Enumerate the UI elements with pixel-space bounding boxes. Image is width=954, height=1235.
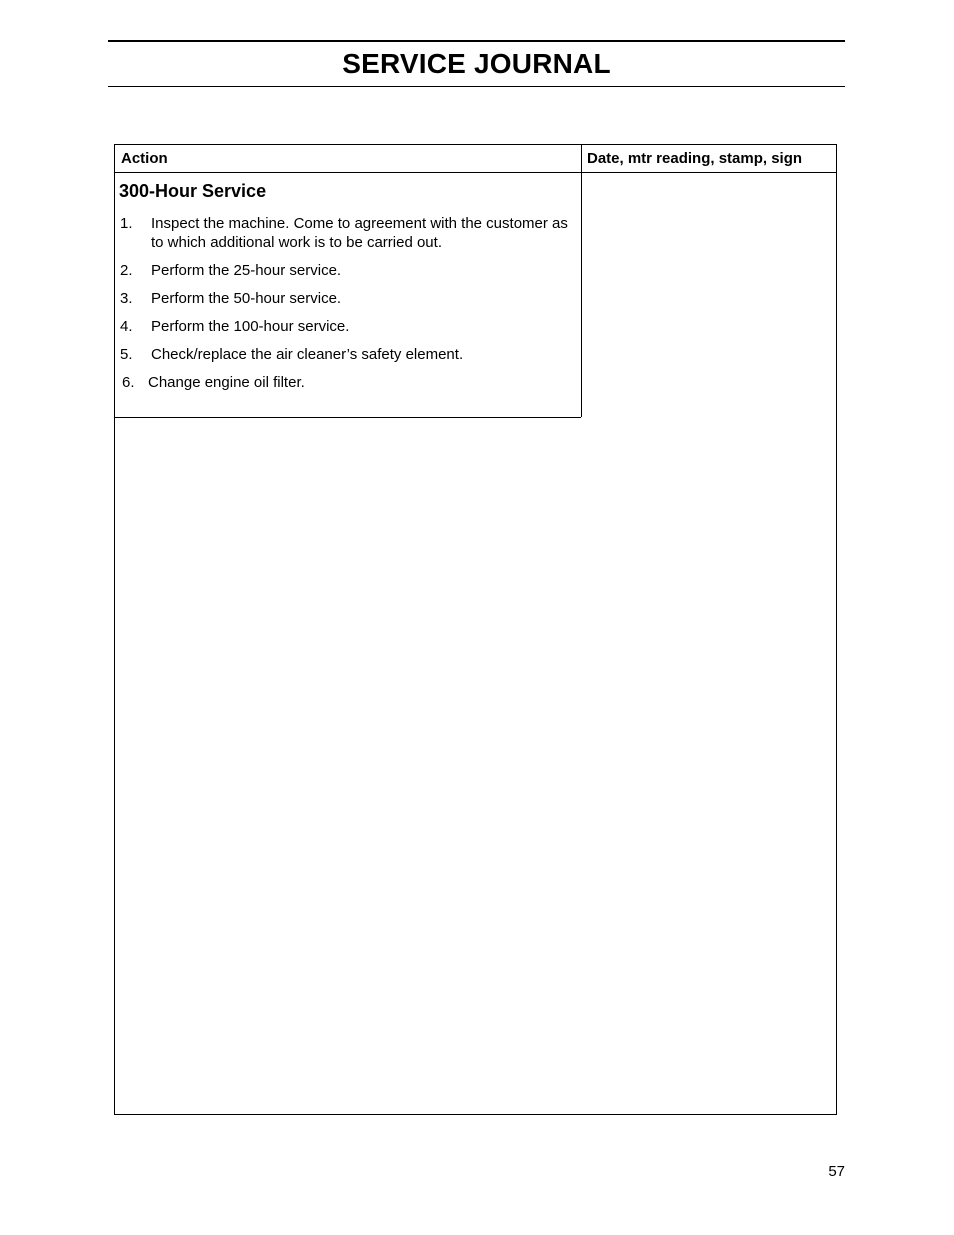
step-item xyxy=(115,373,581,392)
step-number: 5. xyxy=(120,346,133,363)
step-text: Check/replace the air cleaner’s safety element. xyxy=(151,346,464,363)
step-number: 6. xyxy=(122,374,135,391)
step-text: Perform the 100-hour service. xyxy=(151,318,350,335)
step-item xyxy=(115,317,581,336)
title-rule-top xyxy=(108,40,845,42)
step-item xyxy=(115,345,581,364)
section-title: 300-Hour Service xyxy=(119,181,267,201)
step-number: 4. xyxy=(120,318,133,335)
page-title: SERVICE JOURNAL xyxy=(342,48,611,79)
header-date-reading-stamp-sign: Date, mtr reading, stamp, sign xyxy=(587,150,803,167)
title-rule-bottom xyxy=(108,86,845,87)
table-header-row xyxy=(115,145,836,173)
page-number: 57 xyxy=(828,1163,845,1180)
step-text: Perform the 50-hour service. xyxy=(151,290,342,307)
step-number: 3. xyxy=(120,290,133,307)
service-journal-table xyxy=(114,144,837,1115)
action-cell-300-hour xyxy=(115,173,581,418)
header-action: Action xyxy=(121,150,168,167)
step-text: Change engine oil filter. xyxy=(148,374,305,391)
step-item xyxy=(115,214,581,252)
step-number: 1. xyxy=(120,215,133,232)
step-text: Inspect the machine. Come to agreement with the customer as to which additional work is to be carried out. xyxy=(151,215,568,251)
step-number: 2. xyxy=(120,262,133,279)
service-steps-list xyxy=(115,214,581,401)
step-item xyxy=(115,289,581,308)
column-divider xyxy=(581,145,582,417)
step-item xyxy=(115,261,581,280)
step-text: Perform the 25-hour service. xyxy=(151,262,342,279)
